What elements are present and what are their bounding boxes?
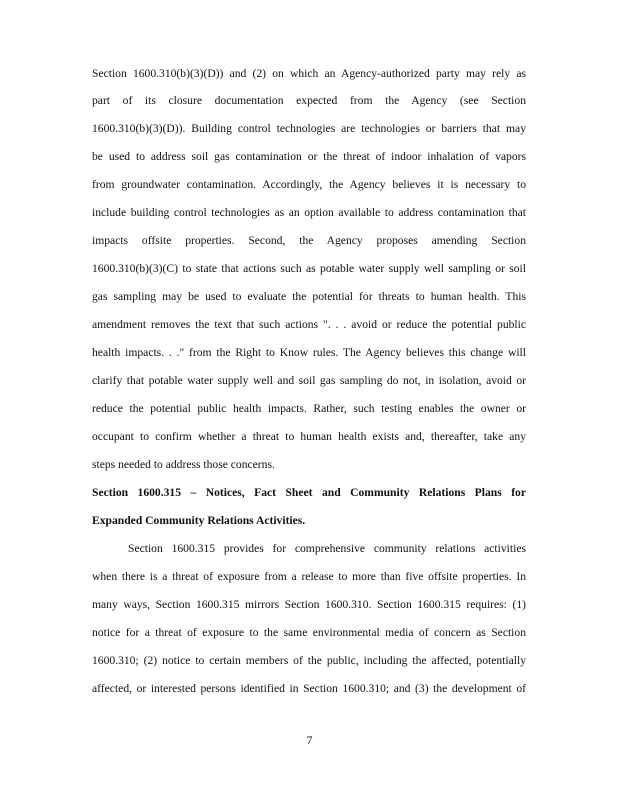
- text-line: Section 1600.315 provides for comprehensive community relations activities: [128, 542, 526, 555]
- text-line: from groundwater contamination. Accordingly, the Agency believes it is necessary to: [92, 178, 526, 191]
- text-line: 1600.310(b)(3)(C) to state that actions such as potable water supply well sampling or soil: [92, 262, 526, 275]
- text-line: health impacts. . ." from the Right to Know rules. The Agency believes this change will: [92, 346, 526, 359]
- text-line: notice for a threat of exposure to the same environmental media of concern as Section: [92, 626, 526, 639]
- page-number: 7: [306, 734, 313, 747]
- text-line: part of its closure documentation expected from the Agency (see Section: [92, 94, 526, 107]
- text-line: steps needed to address those concerns.: [92, 458, 275, 471]
- heading-line: Expanded Community Relations Activities.: [92, 514, 306, 527]
- text-line: when there is a threat of exposure from a release to more than five offsite properties. In: [92, 570, 526, 583]
- text-line: amendment removes the text that such actions ". . . avoid or reduce the potential public: [92, 318, 526, 331]
- text-line: reduce the potential public health impacts. Rather, such testing enables the owner or: [92, 402, 526, 415]
- text-line: 1600.310(b)(3)(D)). Building control technologies are technologies or barriers that may: [92, 122, 526, 135]
- heading-line: Section 1600.315 – Notices, Fact Sheet and Community Relations Plans for: [92, 486, 526, 499]
- text-line: Section 1600.310(b)(3)(D)) and (2) on which an Agency-authorized party may rely as: [92, 67, 526, 80]
- text-line: gas sampling may be used to evaluate the potential for threats to human health. This: [92, 290, 526, 303]
- text-line: 1600.310; (2) notice to certain members of the public, including the affected, potentially: [92, 654, 526, 667]
- text-line: be used to address soil gas contamination or the threat of indoor inhalation of vapors: [92, 150, 526, 163]
- text-line: affected, or interested persons identified in Section 1600.310; and (3) the development of: [92, 682, 526, 695]
- text-line: occupant to confirm whether a threat to human health exists and, thereafter, take any: [92, 430, 526, 443]
- text-line: clarify that potable water supply well and soil gas sampling do not, in isolation, avoid or: [92, 374, 526, 387]
- text-line: many ways, Section 1600.315 mirrors Section 1600.310. Section 1600.315 requires: (1): [92, 598, 526, 611]
- text-line: impacts offsite properties. Second, the Agency proposes amending Section: [92, 234, 526, 247]
- text-line: include building control technologies as an option available to address contamination that: [92, 206, 526, 219]
